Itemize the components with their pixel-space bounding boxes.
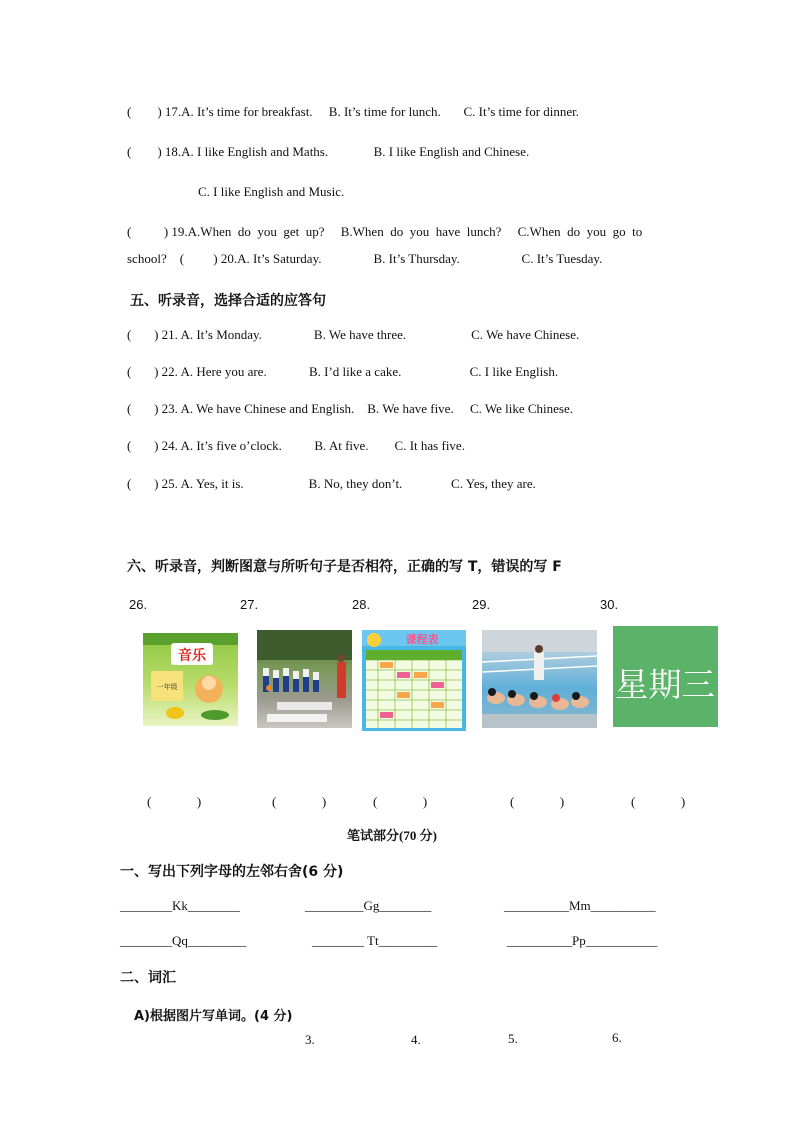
letter-neighbors-mm[interactable]: __________Mm__________ xyxy=(504,898,656,913)
question-22: ( ) 22. A. Here you are. B. I’d like a cake. C. I like English. xyxy=(127,364,559,379)
picture-number-27: 27. xyxy=(240,597,259,612)
picture-number-29: 29. xyxy=(472,597,491,612)
answer-bracket-28[interactable]: ( ) xyxy=(373,794,428,809)
letter-neighbors-pp[interactable]: __________Pp___________ xyxy=(507,933,658,948)
question-20: school? ( ) 20.A. It’s Saturday. B. It’s Thursday. C. It’s Tuesday. xyxy=(127,251,603,266)
question-21: ( ) 21. A. It’s Monday. B. We have three. C. We have Chinese. xyxy=(127,327,580,342)
section-6-title: 六、听录音，判断图意与所听句子是否相符，正确的写 T，错误的写 F xyxy=(127,559,562,575)
picture-number-4: 4. xyxy=(411,1032,421,1047)
answer-bracket-29[interactable]: ( ) xyxy=(510,794,565,809)
picture-number-3: 3. xyxy=(305,1032,315,1047)
answer-bracket-26[interactable]: ( ) xyxy=(147,794,202,809)
part-1-title: 一、写出下列字母的左邻右舍(6 分) xyxy=(120,864,344,880)
weekday-text: 星期三 xyxy=(615,665,715,704)
answer-bracket-30[interactable]: ( ) xyxy=(631,794,686,809)
question-18: ( ) 18.A. I like English and Maths. B. I like English and Chinese. xyxy=(127,144,530,159)
question-19: ( ) 19.A.When do you get up? B.When do you have lunch? C.When do you go to xyxy=(127,224,643,239)
question-24: ( ) 24. A. It’s five o’clock. B. At five. C. It has five. xyxy=(127,438,465,453)
section-5-title: 五、听录音，选择合适的应答句 xyxy=(130,293,326,309)
letter-neighbors-kk[interactable]: ________Kk________ xyxy=(120,898,240,913)
wednesday-image xyxy=(613,626,718,727)
timetable-image xyxy=(362,630,466,731)
letter-neighbors-qq[interactable]: ________Qq_________ xyxy=(120,933,247,948)
children-outdoor-image xyxy=(257,630,352,728)
timetable-title: 课程表 xyxy=(405,633,439,646)
question-23: ( ) 23. A. We have Chinese and English. B. We have five. C. We like Chinese. xyxy=(127,401,574,416)
letter-neighbors-gg[interactable]: _________Gg________ xyxy=(305,898,432,913)
answer-bracket-27[interactable]: ( ) xyxy=(272,794,327,809)
letter-neighbors-tt[interactable]: ________ Tt_________ xyxy=(312,933,438,948)
swimming-pool-image xyxy=(482,630,597,728)
picture-number-26: 26. xyxy=(129,597,148,612)
picture-number-30: 30. xyxy=(600,597,619,612)
book-grade: 一年级 xyxy=(156,683,178,691)
question-18-option-c: C. I like English and Music. xyxy=(198,184,345,199)
picture-number-6: 6. xyxy=(612,1030,622,1045)
picture-number-5: 5. xyxy=(508,1031,518,1046)
written-part-title: 笔试部分(70 分) xyxy=(347,828,437,843)
question-25: ( ) 25. A. Yes, it is. B. No, they don’t. C. Yes, they are. xyxy=(127,476,536,491)
question-17: ( ) 17.A. It’s time for breakfast. B. It’s time for lunch. C. It’s time for dinner. xyxy=(127,104,580,119)
book-title: 音乐 xyxy=(178,648,206,664)
part-2a-title: A)根据图片写单词。(4 分) xyxy=(134,1009,293,1024)
part-2-title: 二、词汇 xyxy=(120,970,176,986)
picture-number-28: 28. xyxy=(352,597,371,612)
music-book-image xyxy=(143,633,238,726)
